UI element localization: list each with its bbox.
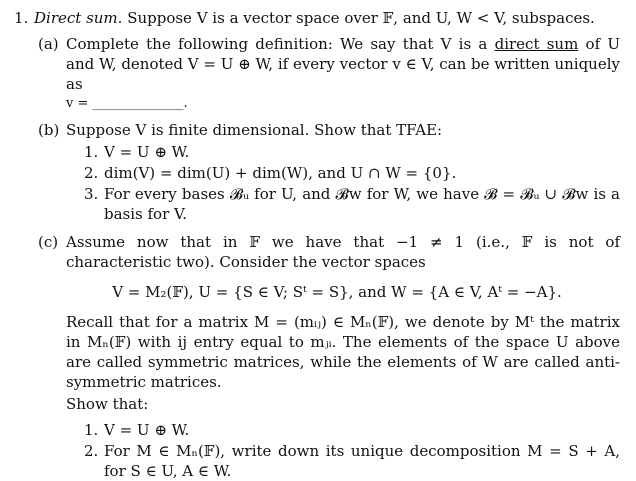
part-b-list <box>84 142 620 224</box>
list-item <box>84 163 620 183</box>
item-number: 2. <box>84 442 99 460</box>
part-c <box>38 232 620 272</box>
part-a-label: (a) <box>38 35 59 53</box>
list-item <box>84 420 620 440</box>
part-a-text-after: of U and W, denoted V = U ⊕ W, if every vector v ∈ V, can be written uniquely as <box>66 35 620 93</box>
part-c-label: (c) <box>38 233 59 251</box>
item-text: V = U ⊕ W. <box>104 421 190 439</box>
problem-intro: Suppose V is a vector space over 𝔽, and U, W < V, subspaces. <box>122 9 595 27</box>
part-c-recall: Recall that for a matrix M = (mᵢⱼ) ∈ Mₙ(𝔽), we denote by Mᵗ the matrix in Mₙ(𝔽) with ij entry equal to mⱼᵢ. The elements of the space U above are called symmetric matrices, while the elements of W are called anti-symmetric matrices. <box>66 313 620 391</box>
part-a-term: direct sum <box>494 35 579 53</box>
part-a-body <box>66 34 620 114</box>
part-b-text: Suppose V is finite dimensional. Show that TFAE: <box>66 121 443 139</box>
problem-header <box>14 8 620 28</box>
list-item <box>84 441 620 481</box>
part-c-list <box>84 420 620 481</box>
item-number: 2. <box>84 164 99 182</box>
problem-number: 1. <box>14 9 29 27</box>
list-item <box>84 142 620 162</box>
item-text: V = U ⊕ W. <box>104 143 190 161</box>
part-b-label: (b) <box>38 121 60 139</box>
item-text: For every bases 𝓑ᵤ for U, and 𝓑ᴡ for W, we have 𝓑 = 𝓑ᵤ ∪ 𝓑ᴡ is a basis for V. <box>104 185 620 223</box>
part-c-show: Show that: <box>66 395 149 413</box>
part-b <box>38 120 620 140</box>
part-c-display-equation: V = M₂(𝔽), U = {S ∈ V; Sᵗ = S}, and W = {A ∈ V, Aᵗ = −A}. <box>112 283 562 301</box>
item-number: 3. <box>84 185 99 203</box>
list-item <box>84 184 620 224</box>
item-text: For M ∈ Mₙ(𝔽), write down its unique decomposition M = S + A, for S ∈ U, A ∈ W. <box>104 442 620 480</box>
item-number: 1. <box>84 143 99 161</box>
item-number: 1. <box>84 421 99 439</box>
part-c-text: Assume now that in 𝔽 we have that −1 ≠ 1 (i.e., 𝔽 is not of characteristic two). Consider the vector spaces <box>66 233 620 271</box>
part-a <box>38 34 620 114</box>
item-text: dim(V) = dim(U) + dim(W), and U ∩ W = {0}. <box>104 164 457 182</box>
problem-title: Direct sum. <box>34 9 123 27</box>
part-a-text-before: Complete the following definition: We say that V is a <box>66 35 495 53</box>
part-a-blank: v = ______________. <box>66 96 188 111</box>
problem-intro-line <box>34 8 620 28</box>
